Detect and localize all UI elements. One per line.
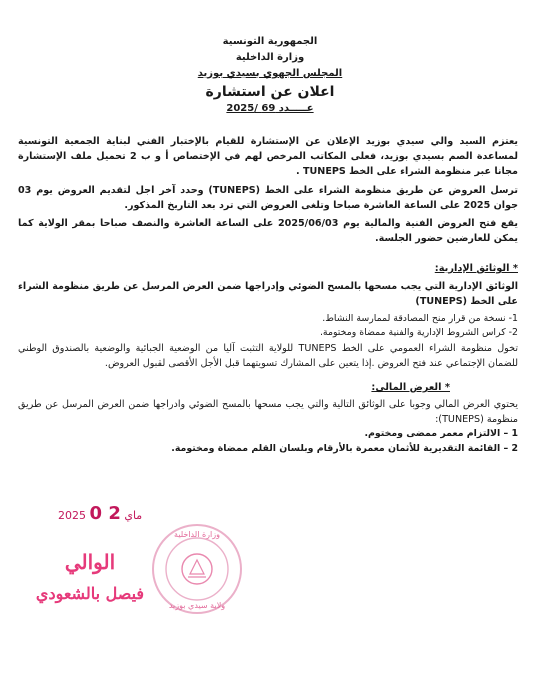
financial-item-1: 1 – الالتزام معمر ممضى ومختوم. [364,428,518,439]
admin-docs-intro: الوثائق الإدارية التي يجب مسحها بالمسح الضوئي وإدراجها ضمن العرض المرسل عن طريق منظومة الشراء على الخط (TUNEPS) [18,281,518,307]
reference-number: عـــــدد 69 /2025 [226,103,314,114]
submission-paragraph: ترسل العروض عن طريق منظومة الشراء على الخط (TUNEPS) وحدد آخر اجل لتقديم العروض يوم 03 جوان 2025 على الساعة العاشرة صباحا وتلغى العروض التي ترد بعد التاريخ المذكور. [18,185,518,211]
council-line: المجلس الجهوي بسيدي بوزيد [197,68,343,79]
intro-paragraph: يعتزم السيد والي سيدي بوزيد الإعلان عن الإستشارة للقيام بالإختبار الفني لبناية الجمعية التونسية لمساعدة الصم بسيدي بوزيد، فعلى المكاتب المرخص لهم في الإختصاص أ و ب 2 تحميل ملف الإستشارة مجانا عبر منظومة الشراء على الخط TUNEPS . [18,136,518,177]
official-seal [150,522,244,616]
financial-item-2: 2 – القائمة التقديرية للأثمان معمرة بالأرقام وبلسان القلم ممضاة ومختومة. [171,443,518,454]
admin-docs-heading: * الوثائق الإدارية: [434,263,518,274]
signature-name: فيصل بالشعودي [35,584,145,603]
seal-emblem-icon [182,554,212,584]
financial-heading: * العرض المالي: [371,382,450,393]
tuneps-note: تخول منظومة الشراء العمومي على الخط TUNEPS للولاية التثبت آليا من الوضعية الجبائية والوضعية بالصندوق الوطني للضمان الإجتماعي عند فتح العروض .إذا يتعين على المشارك تسويتهما قبل الأجل الأقصى لقبول العروض. [18,343,518,369]
date-stamp [58,503,142,524]
stamp-month: ماي [124,509,143,522]
seal-bottom-text: ولاية سيدي بوزيد [168,601,226,610]
admin-doc-item-2: 2- كراس الشروط الإدارية والفنية ممضاة ومختومة. [319,327,518,338]
stamp-day: 2 0 [89,503,121,524]
signature-title: الوالي [64,550,116,574]
financial-intro: يحتوي العرض المالي وجوبا على الوثائق التالية والتي يجب مسحها بالمسح الضوئي وادراجها ضمن العرض المرسل عن طريق منظومة (TUNEPS): [18,399,518,425]
announcement-title: اعلان عن استشارة [205,84,335,100]
admin-doc-item-1: 1- نسخة من قرار منح المصادقة لممارسة النشاط. [322,313,518,324]
seal-top-text: وزارة الداخلية [174,530,220,539]
ministry-line: وزارة الداخلية [235,52,305,63]
opening-paragraph: يقع فتح العروض الفنية والمالية يوم 2025/06/03 على الساعة العاشرة والنصف صباحا بمقر الولاية كما يمكن للعارضين حضور الجلسة. [18,218,518,244]
republic-line: الجمهورية التونسية [222,36,318,47]
stamp-year: 2025 [58,509,86,522]
